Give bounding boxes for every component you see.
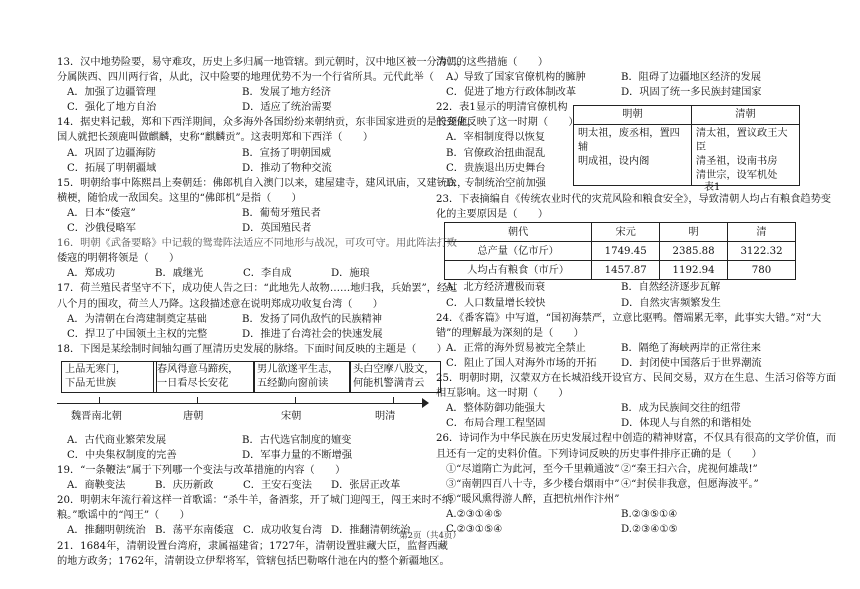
- q25-option-c: C．布局合理工程坚固: [446, 418, 546, 430]
- q16-option-d: D．施琅: [331, 268, 370, 280]
- q17-option-d: D．推进了台湾社会的快速发展: [242, 328, 383, 340]
- q22-option-b: B．官僚政治扭曲混乱: [446, 147, 546, 159]
- grain-cell: 1192.94: [660, 261, 728, 280]
- q15-stem-2: 横梗，随恰成一敌国矣。这里的“佛郎机”是指（ ）: [57, 192, 302, 204]
- q13-option-d: D．适应了统治需要: [242, 102, 332, 114]
- q24-option-c: C．阻止了国人对海外市场的开拓: [446, 357, 597, 369]
- q22-stem-1: 22．表1显示的明清官僚机构: [436, 102, 568, 114]
- q26-item-1: ①“尽道隋亡为此河，至今千里赖通波”: [446, 463, 620, 475]
- q18-stem: 18．下图是某绘制时间轴勾画了厘清历史发展的脉络。下面时间反映的主题是（ ）: [57, 343, 447, 355]
- q22-option-a: A．宰相制度得以恢复: [446, 132, 546, 144]
- q18-option-b: B．古代选官制度的嬗变: [242, 434, 352, 446]
- q24-stem-2: 错”的理解最为深刻的是（ ）: [436, 327, 584, 339]
- q13-stem-1: 13．汉中地势险要，易守难攻，历史上多归属一地管辖。到元朝时，汉中地区被一分为二，: [57, 57, 468, 68]
- timeline-arrow-icon: [422, 398, 429, 408]
- q19-option-a: A．商鞅变法: [67, 480, 126, 492]
- table-1-header-qing: 清朝: [691, 106, 799, 125]
- q23-option-d: D．自然灾害频繁发生: [621, 297, 721, 309]
- q13-option-b: B．发展了地方经济: [242, 87, 331, 99]
- q15-option-a: A．日本“倭寇”: [67, 207, 136, 219]
- ming-entry-2: 明成祖，设内阁: [578, 156, 650, 168]
- timeline-label-2: 唐朝: [183, 410, 204, 422]
- grain-header-ming: 明: [660, 223, 728, 242]
- q21-stem-cont: 清朝的这些措施（ ）: [436, 57, 549, 68]
- q16-stem-2: 倭寇的明朝将领是（ ）: [57, 253, 180, 265]
- q17-stem-1: 17．荷兰殖民者坚守不下，成功使人告之曰：“此地先人故物……地归我，兵始罢”，经过: [57, 283, 458, 295]
- q13-stem-2: 分属陕西、四川两行省，从此，汉中险要的地理优势不为一个行省所具。元代此举（ ）: [57, 72, 465, 84]
- q25-stem-1: 25．明朝时期，汉蒙双方在长城沿线开设官方、民间交易，双方在生息、生活习俗等方面: [436, 373, 837, 385]
- poem-1-line-1: 上品无寒门，: [65, 363, 127, 375]
- q23-option-c: C．人口数量增长较快: [446, 297, 546, 309]
- timeline-poem-1: [61, 361, 157, 393]
- q18-option-a: A．古代商业繁荣发展: [67, 434, 167, 446]
- table-grain: [444, 222, 796, 280]
- timeline-label-1: 魏晋南北朝: [71, 410, 122, 422]
- q25-option-b: B．成为民族间交往的纽带: [621, 403, 741, 415]
- q19-option-b: B．庆历新政: [155, 480, 214, 492]
- grain-cell: 3122.32: [728, 242, 796, 261]
- q14-stem-2: 国人就把长颈鹿叫做麒麟，史称“麒麟贡”。这表明郑和下西洋（ ）: [57, 132, 374, 144]
- q14-option-b: B．宣扬了明朝国威: [242, 147, 331, 159]
- q25-option-d: D．体现人与自然的和谐相处: [621, 418, 752, 430]
- q16-option-b: B．戚继光: [155, 268, 204, 280]
- q20-stem-2: 粮。”歌谣中的“闯王”（ ）: [57, 510, 190, 522]
- q17-option-a: A．为清朝在台湾建制奠定基础: [67, 313, 207, 325]
- q13-option-a: A．加强了边疆管理: [67, 87, 156, 99]
- q19-stem: 19．“一条鞭法”属于下列哪一个变法与改革措施的内容（ ）: [57, 465, 346, 477]
- timeline-tick: [295, 397, 296, 403]
- q23-stem-2: 化的主要原因是（ ）: [436, 209, 549, 221]
- table-1-caption: 表1: [704, 182, 721, 194]
- q26-item-4: ④“封侯非我意，但愿海波平。”: [621, 478, 759, 490]
- q20-option-b: B．荡平东南倭寇: [155, 525, 234, 537]
- q26-item-5: ⑤“暖风熏得游人醉，直把杭州作汴州”: [446, 493, 620, 505]
- q15-option-b: B．葡萄牙殖民者: [242, 207, 321, 219]
- q26-item-2: ②“秦王扫六合，虎视何雄哉!”: [621, 463, 758, 475]
- q14-stem-1: 14．据史料记载，郑和下西洋期间，众多海外各国纷纷来朝纳贡，东非国家进贡的是长颈鹿，: [57, 117, 478, 129]
- q21-option-c: C．促进了地方行政体制改革: [446, 87, 577, 99]
- q22-stem-2: 的变化反映了这一时期（ ）: [436, 117, 579, 129]
- timeline-tick: [393, 397, 394, 403]
- q15-option-d: D．英国殖民者: [242, 223, 312, 235]
- qing-entry-3: 清世宗，设军机处: [695, 170, 778, 182]
- q14-option-a: A．巩固了边疆海防: [67, 147, 156, 159]
- q22-option-c: C．贵族退出历史舞台: [446, 162, 546, 174]
- q21-option-b: B．阻碍了边疆地区经济的发展: [621, 72, 761, 84]
- table-1-header-ming: 明朝: [574, 106, 692, 125]
- q26-stem-2: 且还有一定的史料价值。下列诗词反映的历史事件排序正确的是（ ）: [436, 448, 762, 460]
- q19-option-c: C．王安石变法: [243, 480, 312, 492]
- q26-option-d: D.②③④①⑤: [621, 523, 678, 535]
- grain-header-dynasty: 朝代: [445, 223, 592, 242]
- q18-option-d: D．军事力量的不断增强: [242, 449, 353, 461]
- q17-option-b: B．发扬了同仇敌忾的民族精神: [242, 313, 382, 325]
- q20-option-c: C．成功收复台湾: [243, 525, 323, 537]
- q24-stem-1: 24．《番客篇》中写道，“国初海禁严，立意比驱鸭。僭端累无率，此事实大错。”对“大: [436, 312, 822, 324]
- right-column: [436, 55, 837, 537]
- qing-entry-2: 清圣祖，设南书房: [695, 156, 778, 168]
- q21-stem-1: 21．1684年，清朝设置台湾府，隶属福建省；1727年，清朝设置驻藏大臣，监督西藏: [57, 540, 448, 552]
- q21-option-a: A．导致了国家官僚机构的臃肿: [446, 72, 586, 84]
- q23-option-b: B．自然经济逐步瓦解: [621, 282, 721, 294]
- q26-item-3: ③“南朝四百八十寺，多少楼台烟雨中”: [446, 478, 620, 490]
- q17-stem-2: 八个月的围攻，荷兰人乃降。这段描述意在说明郑成功收复台湾（ ）: [57, 298, 383, 310]
- q18-option-c: C．中央集权制度的完善: [67, 449, 177, 461]
- timeline-label-4: 明清: [375, 410, 396, 422]
- poem-4-line-1: 头白空摩八股文，: [353, 363, 435, 375]
- page-footer: 第2页（共4页）: [399, 531, 461, 541]
- q26-option-c: C.②③①⑤④: [446, 523, 503, 535]
- q14-option-d: D．推动了物种交流: [242, 162, 332, 174]
- q16-option-a: A．郑成功: [67, 268, 116, 280]
- timeline-tick: [197, 397, 198, 403]
- grain-cell: 1749.45: [592, 242, 660, 261]
- timeline-tick: [99, 397, 100, 403]
- q15-stem-1: 15．明朝给事中陈熙昌上奏朝廷：佛郎机自入澳门以来，建屋建寺，建风讯庙，又建铳台，: [57, 177, 468, 189]
- grain-row-label: 总产量（亿市斤）: [445, 242, 592, 261]
- q18-timeline: [57, 359, 435, 431]
- q24-option-a: A．正常的海外贸易被完全禁止: [446, 342, 586, 354]
- q14-option-c: C．拓展了明朝疆域: [67, 162, 157, 174]
- table-1-ming-cell: [574, 125, 692, 186]
- timeline-label-3: 宋朝: [281, 410, 302, 422]
- q22-block: [436, 100, 806, 192]
- q16-option-c: C．李自成: [243, 268, 292, 280]
- grain-row-label: 人均占有粮食（市斤）: [445, 261, 592, 280]
- q26-stem-1: 26．诗词作为中华民族在历史发展过程中创造的精神财富，不仅具有很高的文学价值，而: [436, 433, 837, 445]
- q26-option-a: A.②③①④⑤: [446, 508, 503, 520]
- q21-option-d: D．巩固了统一多民族封建国家: [621, 87, 762, 99]
- qing-entry-1: 清太祖，置议政王大臣: [695, 128, 788, 154]
- q17-option-c: C．捍卫了中国领土主权的完整: [67, 328, 208, 340]
- q24-option-b: B．隔绝了海峡两岸的正常往来: [621, 342, 761, 354]
- poem-1-line-2: 下品无世族: [65, 377, 116, 389]
- grain-cell: 1457.87: [592, 261, 660, 280]
- q19-option-d: D．张居正改革: [331, 480, 401, 492]
- poem-3-line-2: 五经勤向窗前读: [257, 377, 329, 389]
- q26-option-b: B.②③⑤①④: [621, 508, 678, 520]
- poem-4-line-2: 何能机警满青云: [353, 377, 425, 389]
- poem-2-line-2: 一日看尽长安花: [157, 377, 229, 389]
- q23-option-a: A．北方经济遭极而衰: [446, 282, 546, 294]
- poem-2-line-1: 春风得意马蹄疾，: [157, 363, 239, 375]
- timeline-axis: [57, 403, 427, 404]
- q15-option-c: C．沙俄侵略军: [67, 223, 136, 235]
- poem-3-line-1: 男儿欲遂平生志，: [257, 363, 339, 375]
- timeline-poem-3: [253, 361, 351, 393]
- q25-option-a: A．整体防御功能强大: [446, 403, 546, 415]
- q20-option-d: D．推翻清朝统治: [331, 525, 411, 537]
- table-1: [573, 105, 800, 186]
- q21-stem-2: 的地方政务；1762年，清朝设立伊犁将军，管辖包括巴勒喀什池在内的整个新疆地区。: [57, 555, 450, 567]
- q25-stem-2: 相互影响。这一时期（ ）: [436, 388, 569, 400]
- q16-stem-1: 16．明朝《武备要略》中记载的鸳鸯阵法适应不同地形与战况，可攻可守。用此阵法打败: [57, 238, 458, 250]
- table-1-qing-cell: [691, 125, 799, 186]
- ming-entry-1: 明太祖，废丞相，置四辅: [578, 128, 680, 154]
- q22-option-d: D．专制统治空前加强: [446, 177, 546, 189]
- grain-cell: 2385.88: [660, 242, 728, 261]
- timeline-poem-4: [349, 361, 441, 393]
- q23-stem-1: 23．下表摘编自《传统农业时代的灾荒风险和粮食安全》，导致清朝人均占有粮食趋势变: [436, 194, 831, 206]
- q20-stem-1: 20．明朝末年流行着这样一首歌谣：“杀牛羊，备酒浆，开了城门迎闯王，闯王来时不纳: [57, 495, 453, 507]
- timeline-poem-2: [153, 361, 255, 393]
- q13-option-c: C．强化了地方自治: [67, 102, 157, 114]
- grain-header-qing: 清: [728, 223, 796, 242]
- grain-cell: 780: [728, 261, 796, 280]
- q24-option-d: D．封闭使中国落后于世界潮流: [621, 357, 762, 369]
- q20-option-a: A．推翻明朝统治: [67, 525, 146, 537]
- grain-header-songyuan: 宋元: [592, 223, 660, 242]
